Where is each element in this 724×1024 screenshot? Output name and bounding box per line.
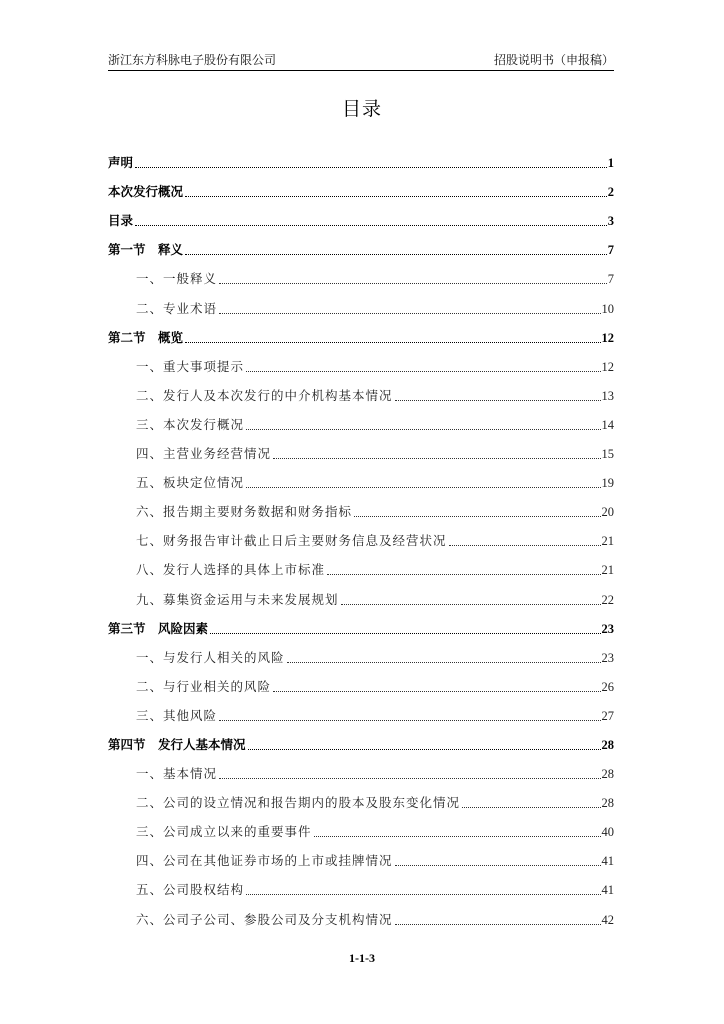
- toc-entry-label: 四、主营业务经营情况: [136, 446, 272, 462]
- toc-entry-page-number: 12: [601, 359, 614, 374]
- toc-dot-leader: [185, 342, 600, 343]
- toc-dot-leader: [462, 807, 600, 808]
- toc-subsection-entry[interactable]: [108, 350, 614, 379]
- page-header: [108, 51, 614, 71]
- toc-entry-page-number: 15: [601, 447, 614, 462]
- toc-entry-label: 六、公司子公司、参股公司及分支机构情况: [136, 911, 393, 927]
- toc-subsection-entry[interactable]: [108, 553, 614, 582]
- toc-dot-leader: [395, 400, 601, 401]
- toc-dot-leader: [395, 865, 601, 866]
- toc-entry-label: 一、基本情况: [136, 766, 218, 782]
- toc-entry-page-number: 40: [601, 825, 614, 840]
- toc-section-entry[interactable]: [108, 233, 614, 262]
- toc-dot-leader: [246, 487, 600, 488]
- toc-subsection-entry[interactable]: [108, 902, 614, 931]
- toc-entry-page-number: 13: [601, 388, 614, 403]
- toc-entry-page-number: 42: [601, 912, 614, 927]
- page-number: 1-1-3: [349, 951, 375, 965]
- toc-subsection-entry[interactable]: [108, 262, 614, 291]
- toc-entry-page-number: 23: [601, 650, 614, 665]
- toc-entry-page-number: 10: [601, 301, 614, 316]
- toc-subsection-entry[interactable]: [108, 786, 614, 815]
- toc-entry-label: 二、专业术语: [136, 300, 218, 316]
- toc-subsection-entry[interactable]: [108, 815, 614, 844]
- toc-dot-leader: [219, 778, 600, 779]
- toc-entry-label: 六、报告期主要财务数据和财务指标: [136, 504, 353, 520]
- toc-dot-leader: [219, 313, 600, 314]
- toc-entry-label: 第二节 概览: [108, 329, 184, 345]
- toc-section-entry[interactable]: [108, 146, 614, 175]
- toc-subsection-entry[interactable]: [108, 437, 614, 466]
- toc-entry-label: 七、财务报告审计截止日后主要财务信息及经营状况: [136, 533, 447, 549]
- toc-subsection-entry[interactable]: [108, 699, 614, 728]
- toc-subsection-entry[interactable]: [108, 466, 614, 495]
- toc-dot-leader: [449, 545, 601, 546]
- toc-entry-page-number: 3: [607, 214, 614, 229]
- toc-dot-leader: [185, 254, 607, 255]
- toc-entry-page-number: 7: [607, 272, 614, 287]
- toc-subsection-entry[interactable]: [108, 670, 614, 699]
- toc-entry-label: 三、其他风险: [136, 707, 218, 723]
- toc-entry-page-number: 21: [601, 534, 614, 549]
- toc-entry-label: 八、发行人选择的具体上市标准: [136, 562, 326, 578]
- toc-dot-leader: [248, 749, 601, 750]
- toc-entry-page-number: 28: [601, 767, 614, 782]
- toc-dot-leader: [210, 633, 600, 634]
- toc-entry-label: 一、重大事项提示: [136, 358, 245, 374]
- toc-dot-leader: [135, 167, 607, 168]
- toc-dot-leader: [287, 662, 601, 663]
- toc-entry-label: 一、一般释义: [136, 271, 218, 287]
- toc-section-entry[interactable]: [108, 612, 614, 641]
- toc-entry-page-number: 41: [601, 854, 614, 869]
- toc-entry-page-number: 7: [607, 243, 614, 258]
- toc-section-entry[interactable]: [108, 175, 614, 204]
- toc-entry-page-number: 21: [601, 563, 614, 578]
- toc-entry-label: 二、发行人及本次发行的中介机构基本情况: [136, 387, 393, 403]
- toc-entry-page-number: 28: [601, 796, 614, 811]
- toc-subsection-entry[interactable]: [108, 291, 614, 320]
- toc-entry-label: 三、公司成立以来的重要事件: [136, 824, 312, 840]
- header-divider: [108, 70, 614, 71]
- toc-subsection-entry[interactable]: [108, 757, 614, 786]
- toc-dot-leader: [314, 836, 601, 837]
- toc-entry-label: 四、公司在其他证券市场的上市或挂牌情况: [136, 853, 393, 869]
- toc-subsection-entry[interactable]: [108, 582, 614, 611]
- toc-entry-page-number: 26: [601, 679, 614, 694]
- page-title: 目录: [341, 98, 382, 120]
- toc-entry-label: 本次发行概况: [108, 184, 184, 200]
- toc-entry-page-number: 12: [601, 330, 614, 345]
- toc-entry-page-number: 27: [601, 708, 614, 723]
- toc-entry-label: 第三节 风险因素: [108, 620, 209, 636]
- toc-dot-leader: [219, 720, 600, 721]
- toc-section-entry[interactable]: [108, 728, 614, 757]
- toc-entry-label: 第一节 释义: [108, 242, 184, 258]
- toc-subsection-entry[interactable]: [108, 844, 614, 873]
- toc-dot-leader: [354, 516, 600, 517]
- toc-entry-label: 三、本次发行概况: [136, 416, 245, 432]
- toc-entry-label: 一、与发行人相关的风险: [136, 649, 285, 665]
- toc-entry-page-number: 41: [601, 883, 614, 898]
- toc-entry-label: 声明: [108, 155, 134, 171]
- toc-dot-leader: [185, 196, 607, 197]
- toc-entry-label: 五、板块定位情况: [136, 475, 245, 491]
- toc-dot-leader: [246, 429, 600, 430]
- toc-subsection-entry[interactable]: [108, 495, 614, 524]
- toc-dot-leader: [135, 225, 607, 226]
- toc-subsection-entry[interactable]: [108, 408, 614, 437]
- toc-section-entry[interactable]: [108, 321, 614, 350]
- toc-subsection-entry[interactable]: [108, 524, 614, 553]
- toc-dot-leader: [341, 604, 601, 605]
- toc-dot-leader: [273, 458, 600, 459]
- toc-dot-leader: [273, 691, 600, 692]
- toc-entry-page-number: 14: [601, 417, 614, 432]
- header-company-name: 浙江东方科脉电子股份有限公司: [108, 53, 277, 67]
- toc-subsection-entry[interactable]: [108, 873, 614, 902]
- toc-dot-leader: [395, 924, 601, 925]
- toc-entry-page-number: 2: [607, 185, 614, 200]
- toc-section-entry[interactable]: [108, 204, 614, 233]
- toc-entry-label: 二、公司的设立情况和报告期内的股本及股东变化情况: [136, 795, 461, 811]
- toc-dot-leader: [246, 894, 600, 895]
- toc-dot-leader: [327, 574, 600, 575]
- toc-subsection-entry[interactable]: [108, 379, 614, 408]
- toc-entry-label: 二、与行业相关的风险: [136, 678, 272, 694]
- toc-entry-page-number: 19: [601, 476, 614, 491]
- toc-entry-label: 第四节 发行人基本情况: [108, 736, 246, 752]
- toc-entry-label: 五、公司股权结构: [136, 882, 245, 898]
- toc-entry-label: 九、募集资金运用与未来发展规划: [136, 591, 339, 607]
- table-of-contents: [108, 146, 614, 932]
- toc-entry-page-number: 28: [601, 737, 614, 752]
- header-document-type: 招股说明书（申报稿）: [493, 53, 614, 67]
- toc-entry-page-number: 23: [601, 621, 614, 636]
- toc-entry-page-number: 20: [601, 505, 614, 520]
- toc-subsection-entry[interactable]: [108, 641, 614, 670]
- toc-entry-label: 目录: [108, 213, 134, 229]
- toc-dot-leader: [219, 283, 607, 284]
- toc-dot-leader: [246, 371, 600, 372]
- toc-entry-page-number: 1: [607, 156, 614, 171]
- toc-entry-page-number: 22: [601, 592, 614, 607]
